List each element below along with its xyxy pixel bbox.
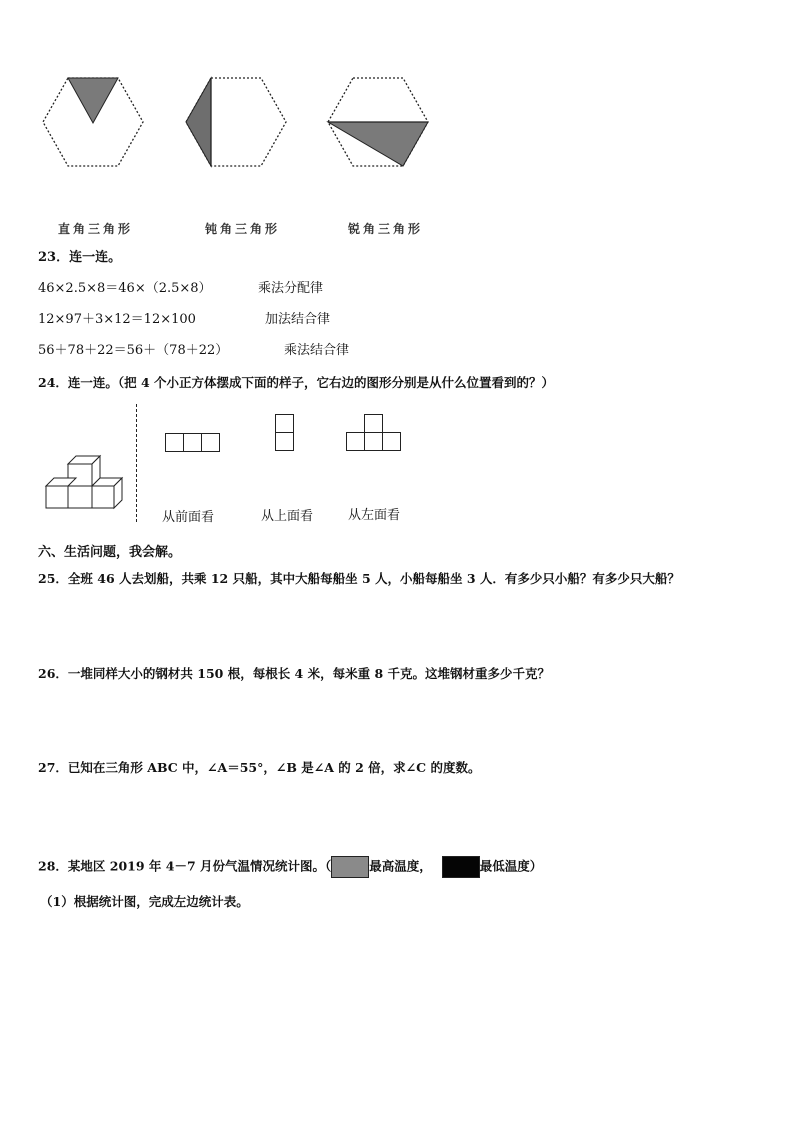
dashed-divider [136,404,137,522]
legend-low-swatch [442,856,480,878]
question-28 [38,856,542,878]
question-27: 27．已知在三角形 ABC 中，∠A＝55°，∠B 是∠A 的 2 倍，求∠C 的度数。 [38,760,481,775]
view-square [346,432,365,451]
view-square [382,432,401,451]
view-square [364,432,383,451]
q23-law-1: 乘法分配律 [258,281,324,296]
legend-low-label: 最低温度） [479,858,543,874]
legend-high-label: 最高温度， [369,858,432,874]
view-square [275,414,294,433]
hexagon-figure-3 [325,76,431,168]
question-26: 26．一堆同样大小的钢材共 150 根，每根长 4 米，每米重 8 千克。这堆钢材重多少千克？ [38,666,550,681]
q23-law-2: 加法结合律 [265,312,331,327]
question-25: 25．全班 46 人去划船，共乘 12 只船，其中大船每船坐 5 人，小船每船坐 3 人．有多少只小船？有多少只大船？ [38,571,680,586]
caption-obtuse-triangle: 钝角三角形 [205,222,281,236]
question-28-sub1: （1）根据统计图，完成左边统计表。 [40,894,249,909]
label-left-view: 从左面看 [348,508,401,523]
caption-right-triangle: 直角三角形 [58,222,134,236]
legend-high-swatch [331,856,369,878]
q23-expr-3: 56＋78＋22＝56＋（78＋22） [38,343,229,358]
question-24-title: 24．连一连。（把 4 个小正方体摆成下面的样子，它右边的图形分别是从什么位置看到的？） [38,375,555,390]
question-23-title: 23．连一连。 [38,250,122,265]
view-square [201,433,220,452]
q23-expr-2: 12×97＋3×12＝12×100 [38,312,196,327]
q28-prefix: 28．某地区 2019 年 4－7 月份气温情况统计图。（ [38,858,332,874]
hexagon-figure-2 [183,76,289,168]
label-front-view: 从前面看 [162,510,215,525]
view-square [183,433,202,452]
section-6-heading: 六、生活问题，我会解。 [38,545,182,560]
hexagon-figure-1 [40,76,146,168]
label-top-view: 从上面看 [261,509,314,524]
caption-acute-triangle: 锐角三角形 [348,222,424,236]
q23-expr-1: 46×2.5×8＝46×（2.5×8） [38,281,212,296]
view-square [165,433,184,452]
view-square [275,432,294,451]
view-square [364,414,383,433]
q23-law-3: 乘法结合律 [284,343,350,358]
cube-stack-figure [44,450,126,512]
